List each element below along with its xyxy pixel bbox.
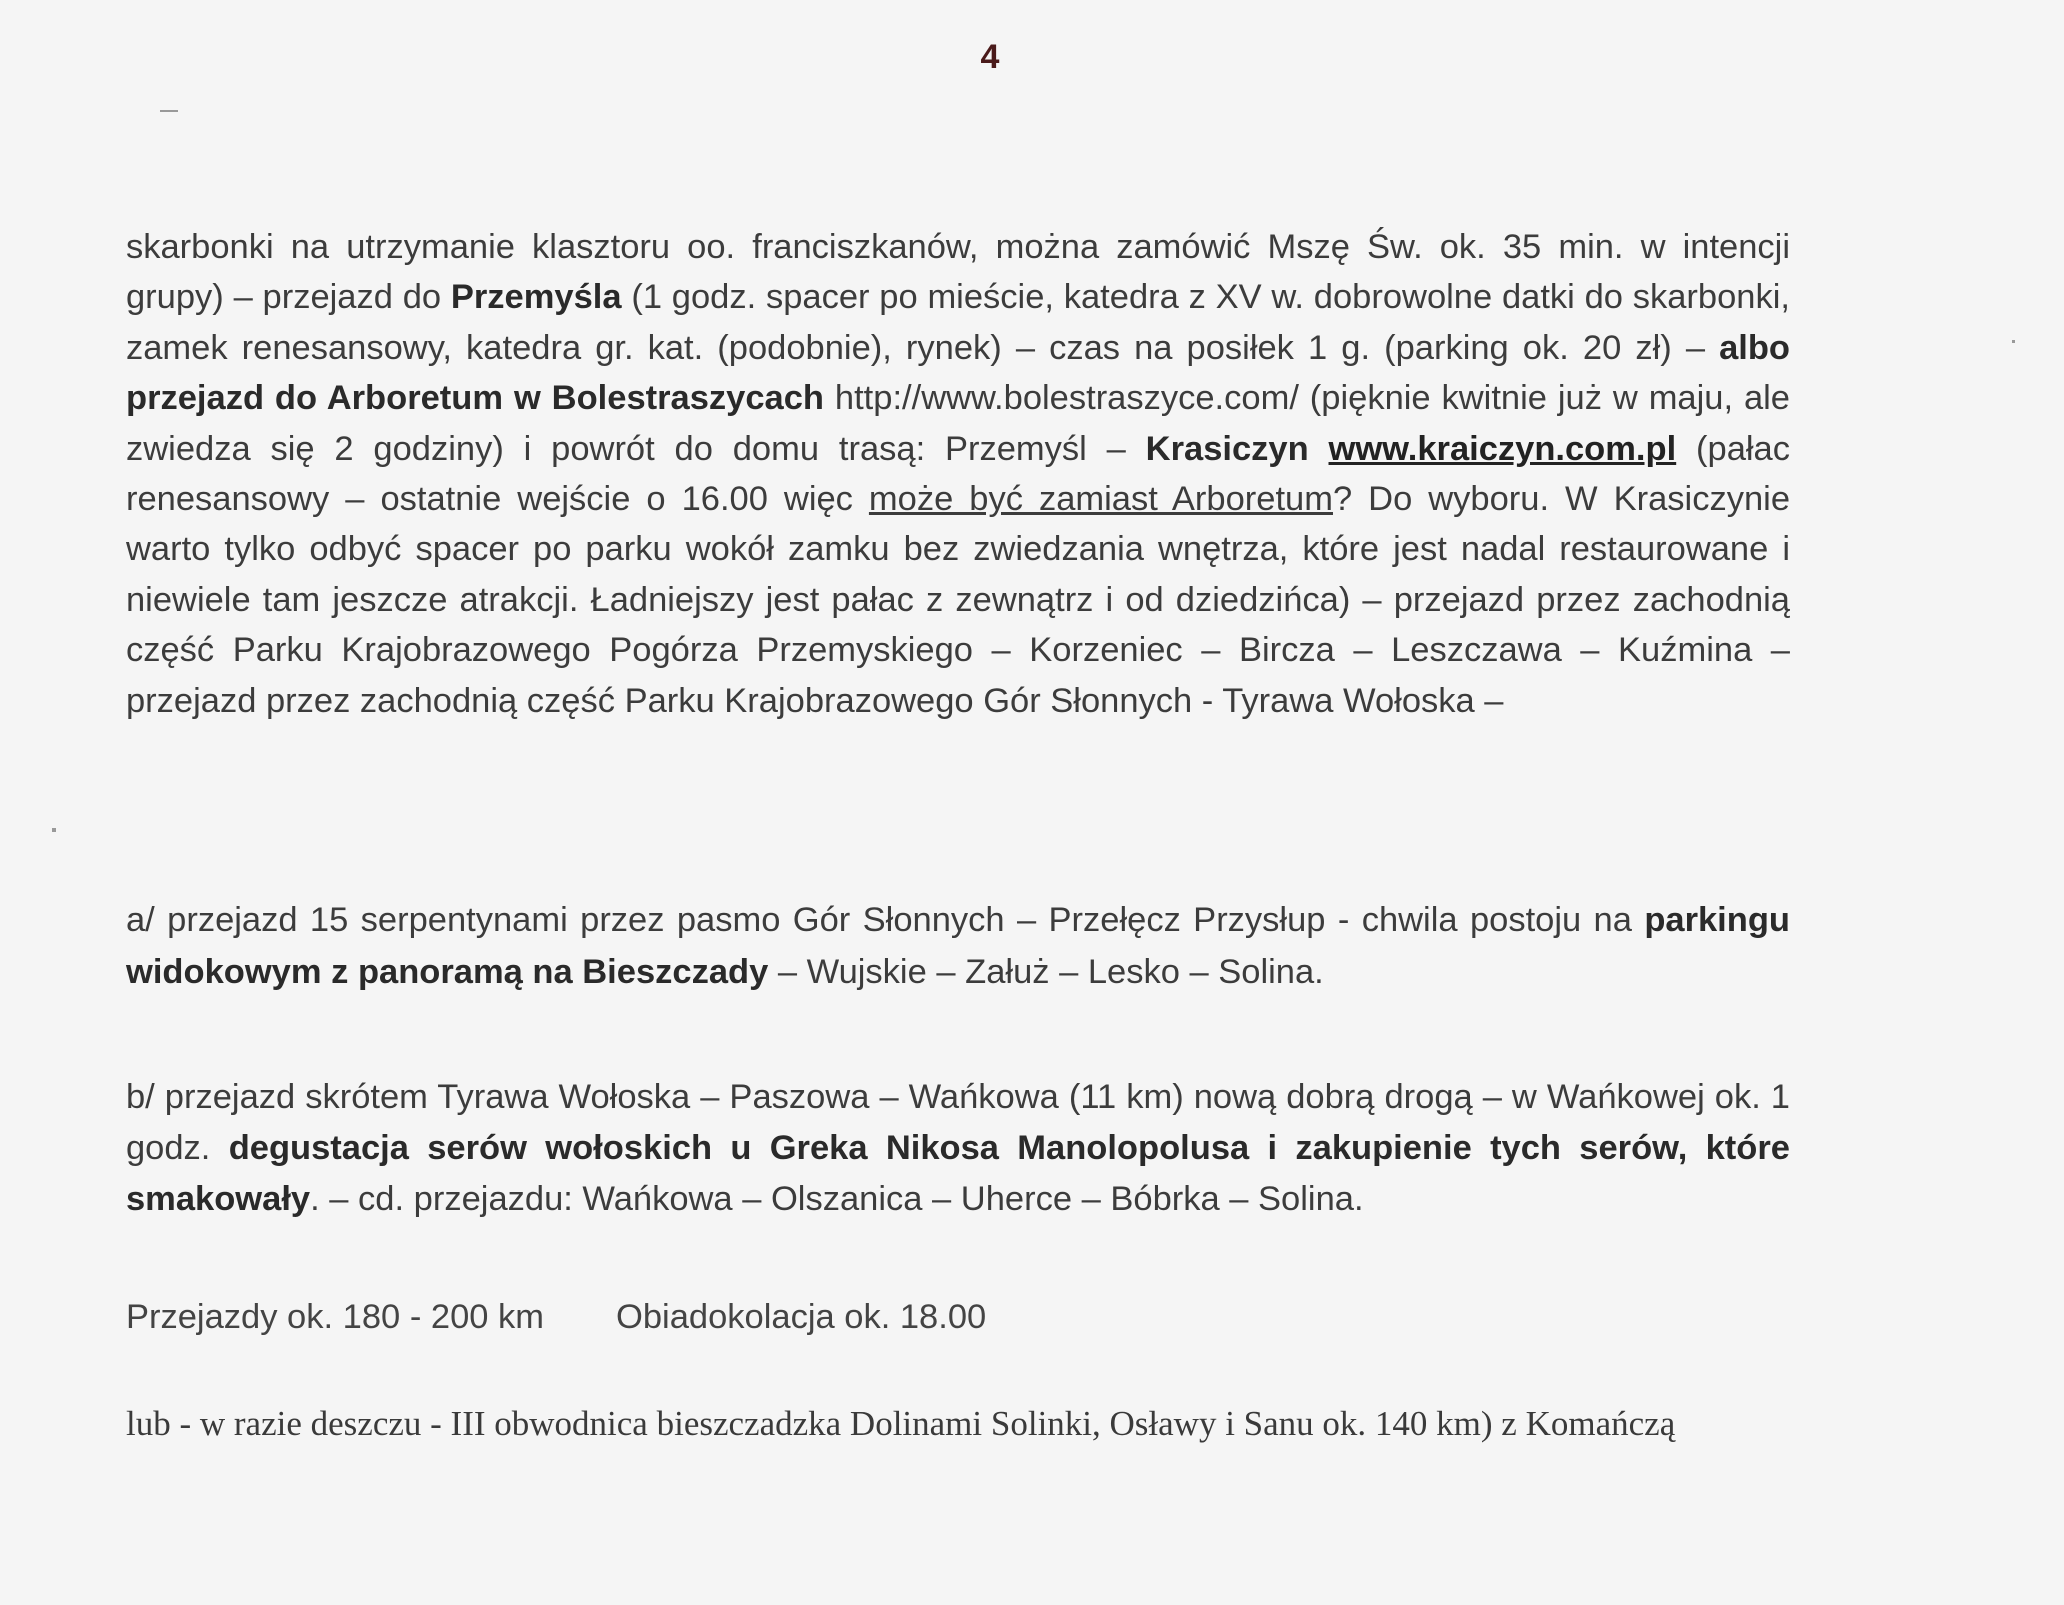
text-run: b/ przejazd skrótem Tyrawa Wołoska – Paszowa – Wańkowa (11 km) nową dobrą drogą – w Wańkowej ok. 1 godz.: [126, 1078, 1790, 1167]
text-run: ? Do wyboru. W Krasiczynie warto tylko odbyć spacer po parku wokół zamku bez zwiedzania wnętrza, które jest nadal restaurowane i niewiele tam jeszcze atrakcji. Ładniejszy jest pałac z zewnątrz i od dziedzińca) – przejazd przez zachodnią część Parku Krajobrazowego Pogórza Przemyskiego – Korzeniec – Bircza – Leszczawa – Kuźmina – przejazd przez zachodnią część Parku Krajobrazowego Gór Słonnych - Tyrawa Wołoska –: [126, 480, 1791, 720]
scan-speck: [2012, 340, 2015, 343]
text-run: (pałac renesansowy – ostatnie wejście o 16.00 więc: [126, 429, 1790, 519]
text-run: a/ przejazd 15 serpentynami przez pasmo Gór Słonnych – Przełęcz Przysłup - chwila postoju na: [126, 901, 1645, 939]
bold-viewpoint: parkingu widokowym z panoramą na Bieszczady: [126, 901, 1790, 991]
option-a-paragraph: [126, 894, 1790, 998]
dinner-text: Obiadokolacja ok. 18.00: [616, 1298, 987, 1336]
page-number: 4: [980, 38, 1000, 76]
main-paragraph: [126, 222, 1790, 726]
text-run: . – cd. przejazdu: Wańkowa – Olszanica – Uherce – Bóbrka – Solina.: [310, 1180, 1364, 1218]
text-run: – Wujskie – Załuż – Lesko – Solina.: [768, 953, 1324, 991]
krasiczyn-link[interactable]: www.kraiczyn.com.pl: [1328, 429, 1677, 468]
rain-option-paragraph: lub - w razie deszczu - III obwodnica bieszczadzka Dolinami Solinki, Osławy i Sanu ok. 140 km) z Komańczą: [126, 1404, 1676, 1443]
underlined-note: może być zamiast Arboretum: [868, 480, 1333, 519]
bold-arboretum: albo przejazd do Arboretum w Bolestraszycach: [126, 328, 1790, 418]
text-run: http://www.bolestraszyce.com/ (pięknie kwitnie już w maju, ale zwiedza się 2 godziny) i powrót do domu trasą: Przemyśl –: [126, 379, 1790, 468]
distance-text: Przejazdy ok. 180 - 200 km: [126, 1298, 545, 1336]
option-b-paragraph: [126, 1072, 1790, 1225]
bold-place-przemysl: Przemyśla: [450, 278, 622, 317]
scan-speck: [160, 110, 178, 112]
text-run: skarbonki na utrzymanie klasztoru oo. franciszkanów, można zamówić Mszę Św. ok. 35 min. w intencji grupy) – przejazd do: [126, 228, 1790, 317]
scan-speck: [52, 828, 56, 832]
text-run: (1 godz. spacer po mieście, katedra z XV w. dobrowolne datki do skarbonki, zamek renesansowy, katedra gr. kat. (podobnie), rynek) – czas na posiłek 1 g. (parking ok. 20 zł) –: [126, 278, 1790, 367]
bold-cheese-tasting: degustacja serów wołoskich u Greka Nikosa Manolopolusa i zakupienie tych serów, które smakowały: [126, 1129, 1790, 1218]
bold-place-krasiczyn: Krasiczyn: [1145, 429, 1309, 468]
distance-line: [126, 1292, 986, 1342]
